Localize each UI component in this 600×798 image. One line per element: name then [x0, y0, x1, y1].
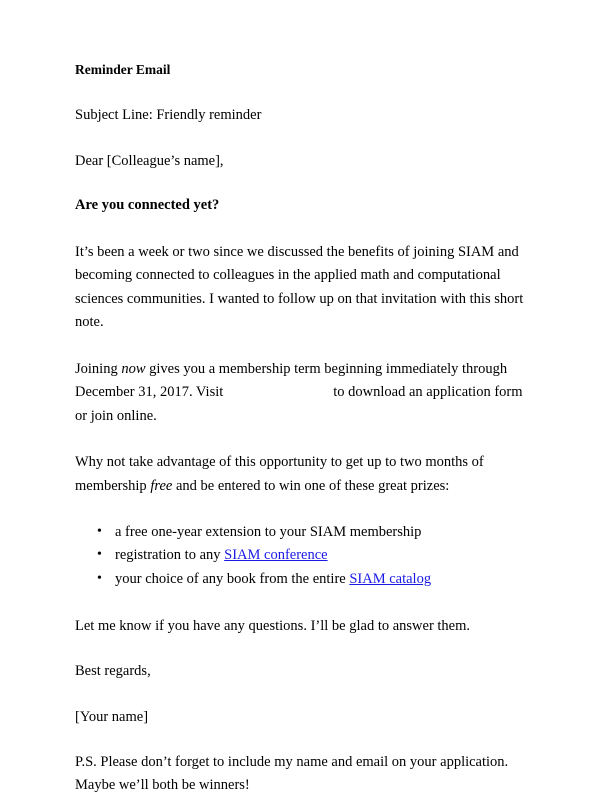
prize-text: your choice of any book from the entire — [115, 570, 350, 587]
siam-catalog-link[interactable]: SIAM catalog — [349, 570, 432, 587]
list-item — [75, 521, 528, 544]
document-title: Reminder Email — [75, 62, 171, 77]
prize-text: a free one-year extension to your SIAM membership — [115, 524, 422, 541]
paragraph-membership-part2: gives you a membership term beginning immediately through December 31, 2017. Visit — [75, 360, 508, 401]
siam-conference-link[interactable]: SIAM conference — [224, 547, 328, 564]
paragraph-intro: It’s been a week or two since we discussed the benefits of joining SIAM and becoming connected to colleagues in the applied math and computational sciences communities. I wanted to follow up on that invitation with this short note. — [75, 243, 524, 331]
signature-placeholder: [Your name] — [75, 708, 149, 725]
subject-line: Subject Line: Friendly reminder — [75, 107, 262, 124]
paragraph-membership-part3: to download an application form or join online. — [75, 384, 523, 424]
list-item — [75, 568, 528, 591]
salutation: Dear [Colleague’s name], — [75, 152, 224, 169]
section-heading-connected: Are you connected yet? — [75, 197, 220, 214]
paragraph-membership-part1: Joining — [75, 360, 122, 377]
prize-text: registration to any — [115, 547, 225, 564]
prize-list — [75, 521, 528, 591]
paragraph-offer-emphasis: free — [150, 477, 173, 494]
paragraph-membership-term — [75, 358, 528, 428]
paragraph-offer-part1: Why not take advantage of this opportunity to get up to two months of membership — [75, 454, 484, 494]
closing-question: Let me know if you have any questions. I’ll be glad to answer them. — [75, 617, 471, 634]
list-item — [75, 544, 528, 567]
postscript: P.S. Please don’t forget to include my name and email on your application. Maybe we’ll both be winners! — [75, 754, 509, 794]
sign-off: Best regards, — [75, 663, 151, 680]
paragraph-offer — [75, 451, 528, 498]
paragraph-membership-emphasis: now — [121, 360, 146, 377]
paragraph-offer-part2: and be entered to win one of these great prizes: — [172, 477, 450, 494]
